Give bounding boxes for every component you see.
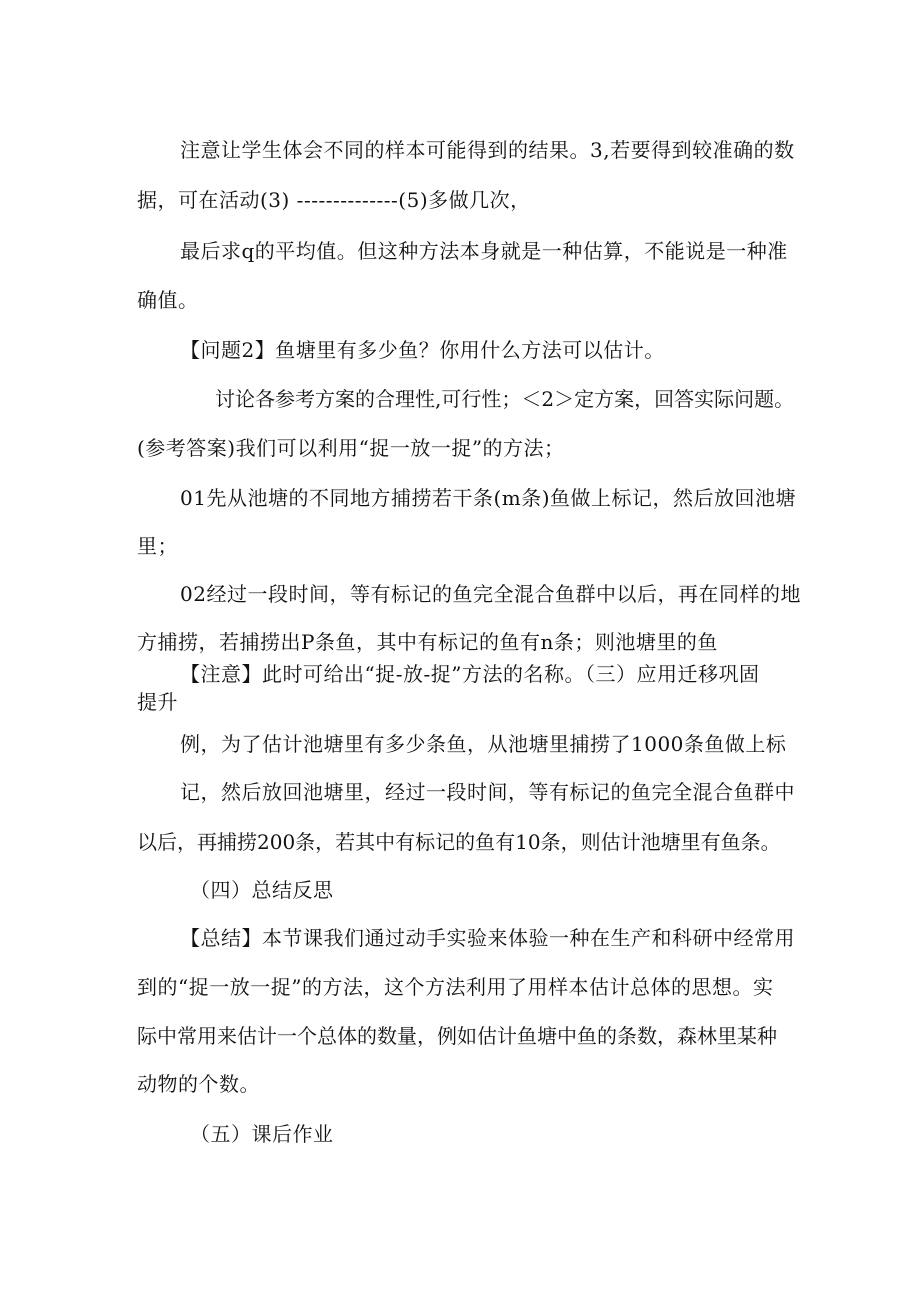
text-line: 最后求q的平均值。但这种方法本身就是一种估算，不能说是一种准 (180, 239, 788, 263)
text-line: 【问题2】鱼塘里有多少鱼？你用什么方法可以估计。 (180, 338, 665, 362)
text-line: 01先从池塘的不同地方捕捞若干条(m条)鱼做上标记，然后放回池塘 (180, 486, 797, 510)
text-line: 以后，再捕捞200条，若其中有标记的鱼有10条，则估计池塘里有鱼条。 (137, 830, 781, 854)
text-line: 确值。 (137, 288, 199, 312)
section-heading: （五）课后作业 (190, 1122, 334, 1146)
text-line: 动物的个数。 (137, 1072, 260, 1096)
text-line: (参考答案)我们可以利用“捉一放一捉”的方法； (137, 436, 565, 460)
text-line: 注意让学生体会不同的样本可能得到的结果。3,若要得到较准确的数 (180, 138, 795, 162)
text-line: 提升 (137, 690, 178, 714)
text-line: 【注意】此时可给出“捉-放-捉”方法的名称。（三）应用迁移巩固 (180, 662, 760, 686)
text-line: 02经过一段时间，等有标记的鱼完全混合鱼群中以后，再在同样的地 (180, 582, 801, 606)
text-line: 讨论各参考方案的合理性,可行性；＜2＞定方案，回答实际问题。 (215, 387, 795, 411)
text-line: 例，为了估计池塘里有多少条鱼，从池塘里捕捞了1000条鱼做上标 (180, 732, 787, 756)
text-line: 方捕捞，若捕捞出P条鱼，其中有标记的鱼有n条；则池塘里的鱼 (137, 630, 718, 654)
text-line: 到的“捉一放一捉”的方法，这个方法利用了用样本估计总体的思想。实 (137, 975, 774, 999)
text-line: 记，然后放回池塘里，经过一段时间，等有标记的鱼完全混合鱼群中 (180, 780, 795, 804)
text-line: 【总结】本节课我们通过动手实验来体验一种在生产和科研中经常用 (180, 926, 795, 950)
text-line: 里； (137, 534, 178, 558)
section-heading: （四）总结反思 (190, 878, 334, 902)
text-line: 际中常用来估计一个总体的数量，例如估计鱼塘中鱼的条数，森林里某种 (137, 1024, 777, 1048)
text-line: 据，可在活动(3) --------------(5)多做几次， (137, 188, 531, 212)
